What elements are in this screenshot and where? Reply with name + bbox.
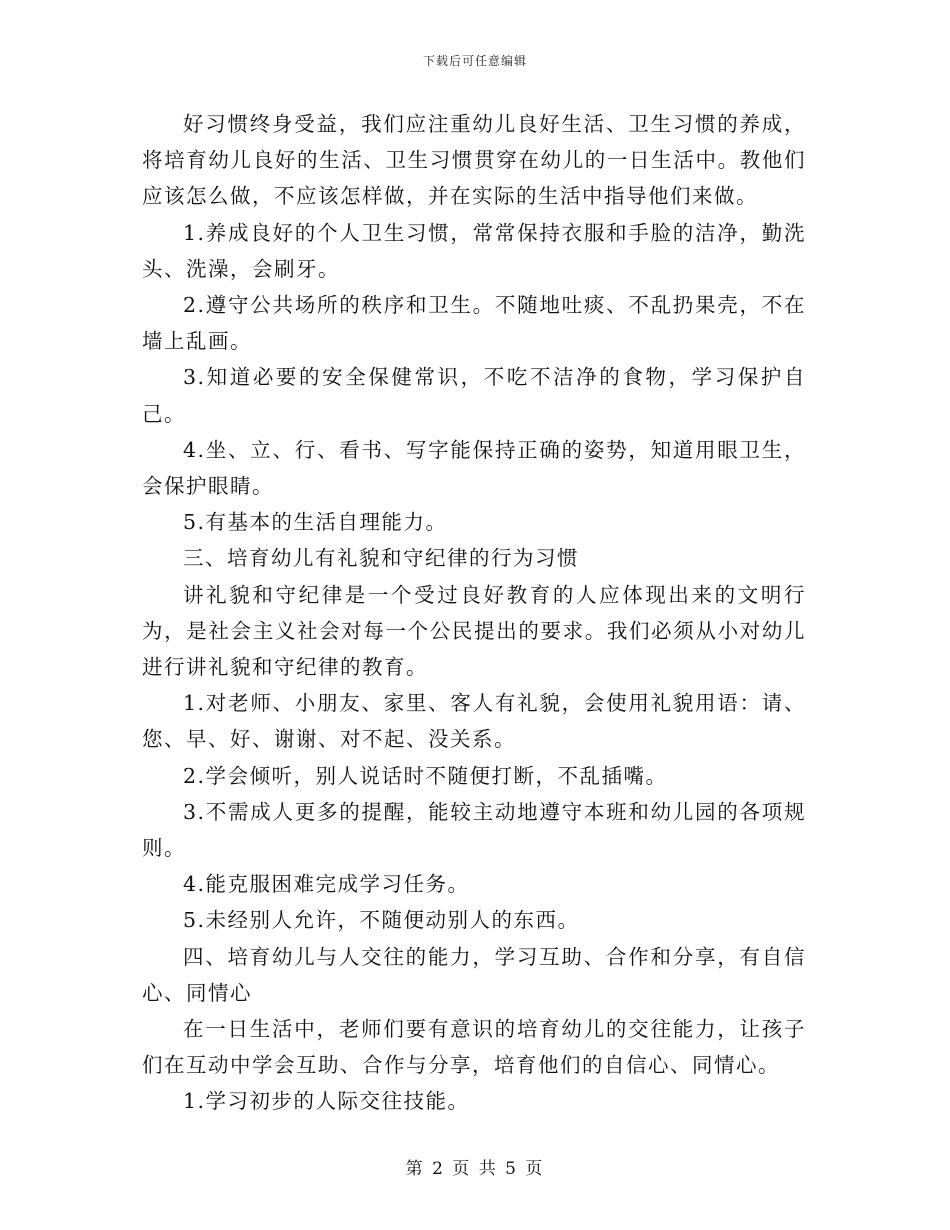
list-item-hygiene-1: 1.养成良好的个人卫生习惯，常常保持衣服和手脸的洁净，勤洗头、洗澡，会刷牙。: [142, 220, 806, 281]
list-item-hygiene-2: 2.遵守公共场所的秩序和卫生。不随地吐痰、不乱扔果壳，不在墙上乱画。: [142, 293, 806, 354]
list-item-hygiene-4: 4.坐、立、行、看书、写字能保持正确的姿势，知道用眼卫生，会保护眼睛。: [142, 437, 806, 499]
list-item-manners-2: 2.学会倾听，别人说话时不随便打断，不乱插嘴。: [183, 763, 668, 788]
list-item-hygiene-5: 5.有基本的生活自理能力。: [183, 510, 448, 535]
paragraph-social: 在一日生活中，老师们要有意识的培育幼儿的交往能力，让孩子们在互动中学会互助、合作与分享，培育他们的自信心、同情心。: [142, 1017, 806, 1078]
list-item-manners-1: 1.对老师、小朋友、家里、客人有礼貌，会使用礼貌用语：请、您、早、好、谢谢、对不起、没关系。: [142, 691, 806, 752]
list-item-hygiene-3: 3.知道必要的安全保健常识，不吃不洁净的食物，学习保护自己。: [142, 365, 806, 426]
list-item-manners-5: 5.未经别人允许，不随便动别人的东西。: [183, 908, 580, 933]
page-header: 下载后可任意编辑: [422, 54, 527, 68]
paragraph-manners: 讲礼貌和守纪律是一个受过良好教育的人应体现出来的文明行为，是社会主义社会对每一个公民提出的要求。我们必须从小对幼儿进行讲礼貌和守纪律的教育。: [142, 582, 806, 680]
paragraph-intro: 好习惯终身受益，我们应注重幼儿良好生活、卫生习惯的养成，将培育幼儿良好的生活、卫生习惯贯穿在幼儿的一日生活中。教他们应该怎么做，不应该怎样做，并在实际的生活中指导他们来做。: [142, 112, 806, 209]
section-heading-4: 四、培育幼儿与人交往的能力，学习互助、合作和分享，有自信心、同情心: [142, 944, 806, 1005]
list-item-manners-4: 4.能克服困难完成学习任务。: [183, 872, 470, 897]
list-item-social-1: 1.学习初步的人际交往技能。: [183, 1089, 470, 1114]
document-body: [142, 106, 806, 1120]
section-heading-3: 三、培育幼儿有礼貌和守纪律的行为习惯: [183, 546, 579, 571]
list-item-manners-3: 3.不需成人更多的提醒，能较主动地遵守本班和幼儿园的各项规则。: [142, 799, 806, 861]
page-number: 第 2 页 共 5 页: [405, 1159, 545, 1179]
